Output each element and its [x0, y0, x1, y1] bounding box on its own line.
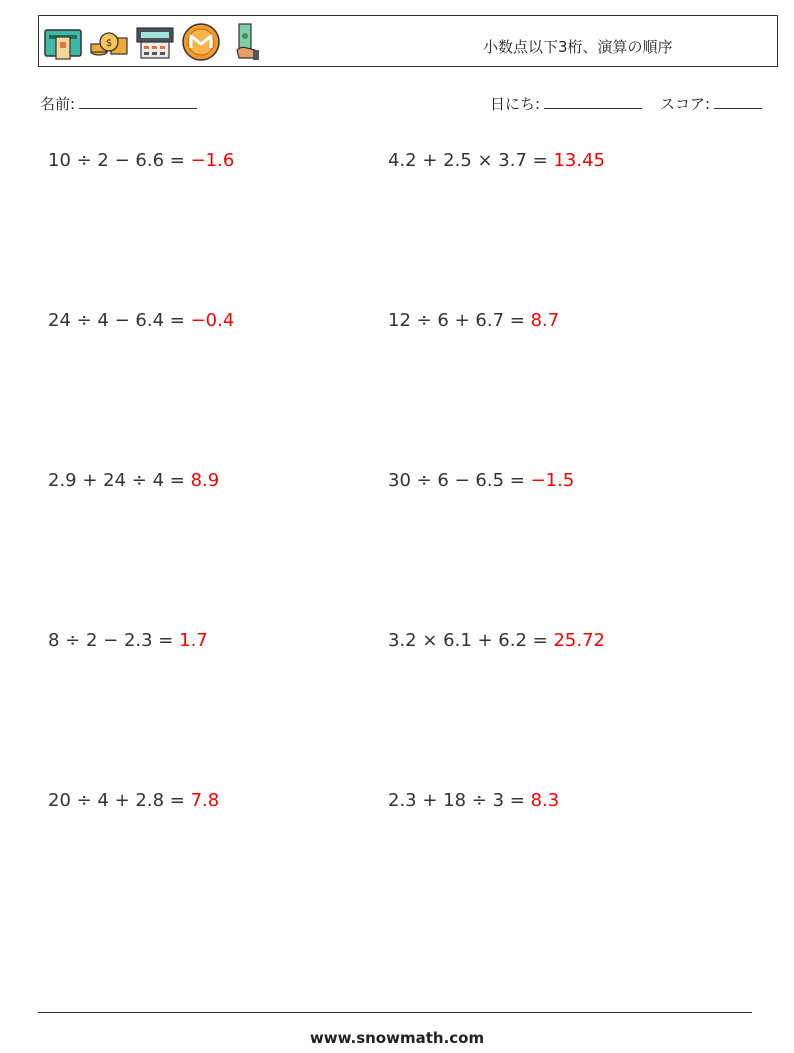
problem-expression: 12 ÷ 6 + 6.7 = — [388, 310, 525, 331]
problem-answer: 13.45 — [553, 150, 605, 171]
name-field[interactable] — [40, 93, 197, 114]
problem-answer: 7.8 — [190, 790, 220, 811]
score-field[interactable] — [660, 93, 762, 114]
date-label: 日にち: — [490, 95, 541, 113]
problem-answer: 25.72 — [553, 630, 605, 651]
problem-answer: −0.4 — [190, 310, 235, 331]
problem-8 — [388, 630, 605, 651]
name-blank[interactable] — [79, 94, 197, 109]
header-icons — [43, 22, 267, 62]
problem-expression: 30 ÷ 6 − 6.5 = — [388, 470, 525, 491]
problem-6 — [388, 470, 574, 491]
monero-coin-icon — [181, 22, 221, 62]
problem-7 — [48, 630, 208, 651]
date-blank[interactable] — [544, 94, 642, 109]
atm-card-icon — [43, 22, 83, 62]
date-field[interactable] — [490, 93, 642, 114]
worksheet-header — [38, 15, 778, 67]
problem-answer: 8.7 — [530, 310, 560, 331]
problem-answer: 1.7 — [179, 630, 208, 651]
score-label: スコア: — [660, 95, 711, 113]
coin-stack-icon — [89, 22, 129, 62]
problem-expression: 8 ÷ 2 − 2.3 = — [48, 630, 174, 651]
problem-answer: −1.5 — [530, 470, 575, 491]
problem-1 — [48, 150, 234, 171]
worksheet-title: 小数点以下3桁、演算の順序 — [483, 38, 673, 56]
problem-expression: 20 ÷ 4 + 2.8 = — [48, 790, 185, 811]
problem-9 — [48, 790, 219, 811]
problem-answer: −1.6 — [190, 150, 235, 171]
problem-expression: 4.2 + 2.5 × 3.7 = — [388, 150, 548, 171]
problem-10 — [388, 790, 559, 811]
footer-divider — [38, 1012, 752, 1013]
problem-answer: 8.9 — [190, 470, 220, 491]
problem-2 — [388, 150, 605, 171]
problem-3 — [48, 310, 234, 331]
money-hand-icon — [227, 22, 267, 62]
problem-expression: 2.9 + 24 ÷ 4 = — [48, 470, 185, 491]
problem-5 — [48, 470, 219, 491]
problem-expression: 2.3 + 18 ÷ 3 = — [388, 790, 525, 811]
problem-answer: 8.3 — [530, 790, 560, 811]
svg-text:$: $ — [105, 38, 113, 49]
score-blank[interactable] — [714, 94, 762, 109]
footer-url[interactable]: www.snowmath.com — [309, 1029, 485, 1047]
cash-register-icon — [135, 22, 175, 62]
problem-4 — [388, 310, 559, 331]
problem-expression: 3.2 × 6.1 + 6.2 = — [388, 630, 548, 651]
name-label: 名前: — [40, 95, 76, 113]
problem-expression: 10 ÷ 2 − 6.6 = — [48, 150, 185, 171]
problem-expression: 24 ÷ 4 − 6.4 = — [48, 310, 185, 331]
